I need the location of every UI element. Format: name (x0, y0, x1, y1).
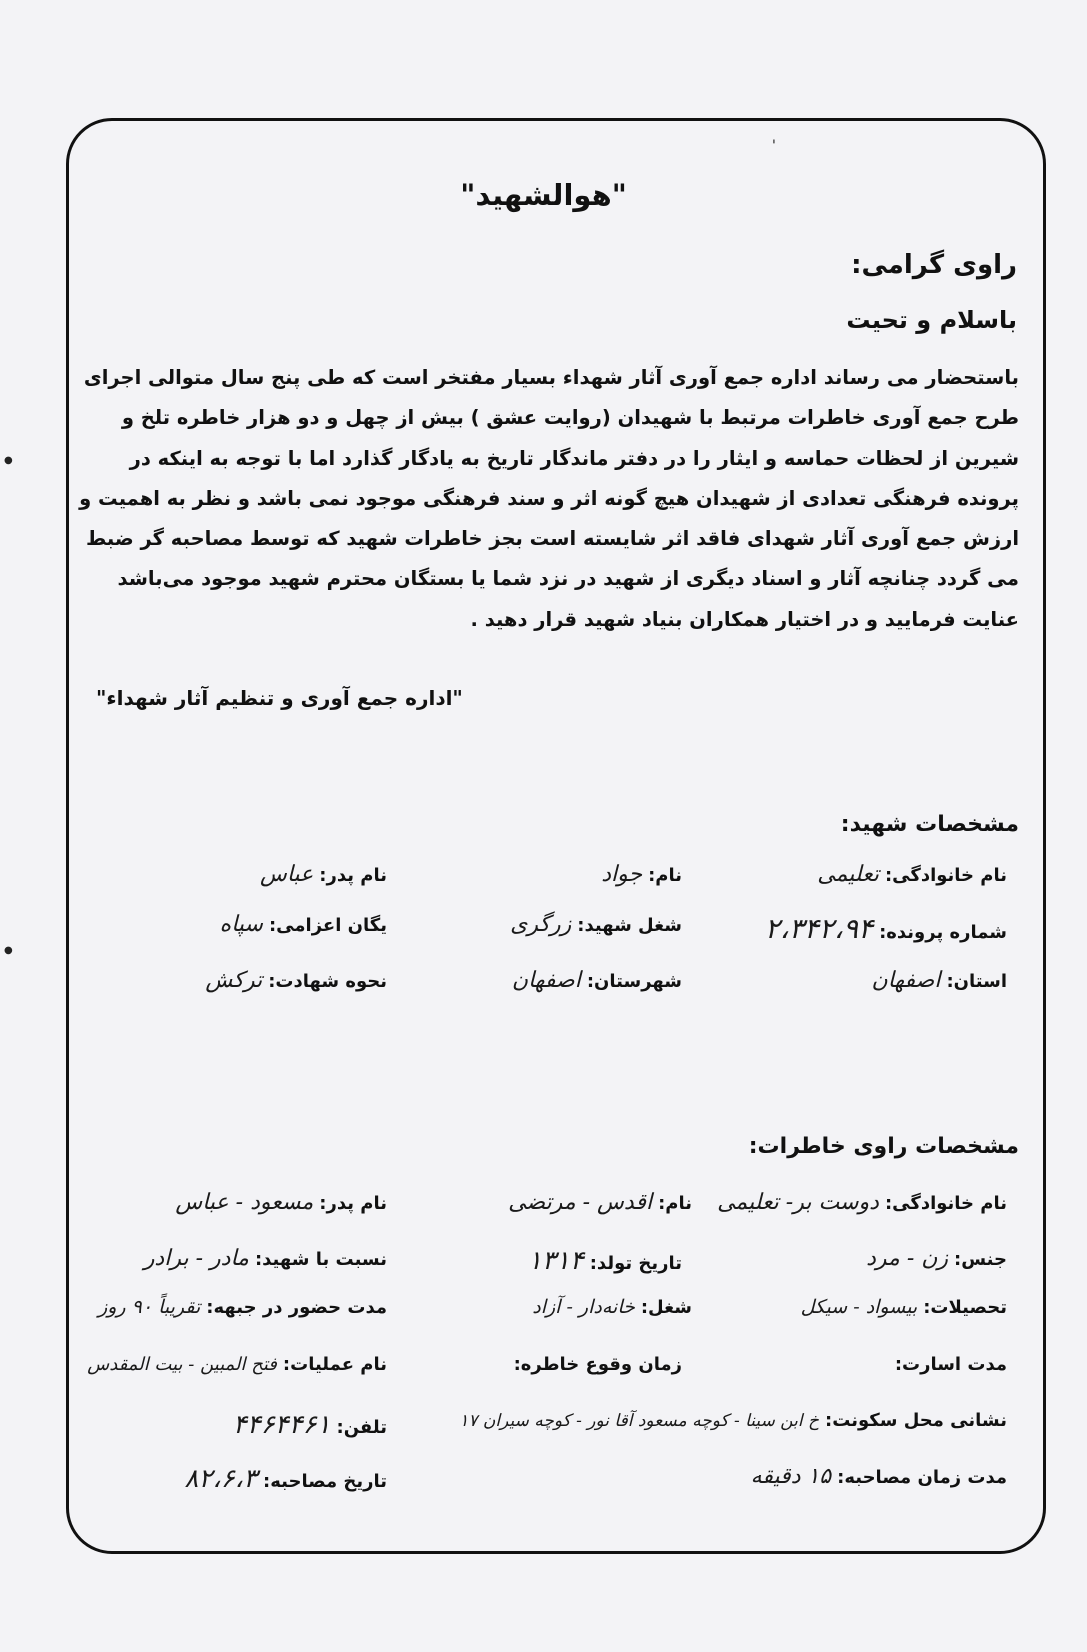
martyr-job-value: زرگری (510, 912, 572, 937)
narrator-date-field: تاریخ مصاحبه: ۸۲،۶،۳ (184, 1464, 387, 1494)
body-line: ارزش جمع آوری آثار شهدای فاقد اثر شایسته است بجز خاطرات شهید که توسط مصاحبه گر ضبط (86, 527, 1019, 551)
narrator-gender-field: جنس: زن - مرد (866, 1246, 1007, 1271)
narrator-first-name-value: اقدس - مرتضی (508, 1190, 653, 1215)
body-line: طرح جمع آوری خاطرات مرتبط با شهیدان (روایت عشق ) بیش از چهل و دو هزار خاطره تلخ و (121, 406, 1019, 430)
martyr-unit-field: یگان اعزامی: سپاه (219, 912, 387, 937)
narrator-memory-time-field: زمان وقوع خاطره: (513, 1354, 682, 1375)
narrator-gender-value: زن - مرد (866, 1246, 949, 1271)
narrator-last-name-field: نام خانوادگی: دوست بر- تعلیمی (717, 1190, 1007, 1215)
narrator-occupation-value: خانه‌دار - آزاد (532, 1296, 635, 1318)
martyr-martyrdom-field: نحوه شهادت: ترکش (205, 968, 387, 993)
martyr-city-field: شهرستان: اصفهان (511, 968, 682, 993)
martyr-file-no-value: ۲،۳۴۲،۹۴ (764, 912, 874, 945)
narrator-operation-field: نام عملیات: فتح المبین - بیت المقدس (87, 1354, 387, 1375)
narrator-occupation-field: شغل: خانه‌دار - آزاد (532, 1296, 692, 1318)
martyr-father-field: نام پدر: عباس (259, 862, 387, 887)
narrator-phone-field: تلفن: ۴۴۶۴۴۶۱ (232, 1410, 387, 1440)
narrator-operation-value: فتح المبین - بیت المقدس (87, 1354, 277, 1375)
body-line: می گردد چنانچه آثار و اسناد دیگری از شهید در نزد شما یا بستگان محترم شهید موجود می‌باشد (117, 567, 1019, 591)
page-title: "هوالشهید" (460, 178, 627, 212)
punch-hole-mark: ● (4, 945, 13, 956)
body-line: عنایت فرمایید و در اختیار همکاران بنیاد شهید قرار دهید . (470, 607, 1019, 631)
martyr-first-name-value: جواد (601, 862, 643, 887)
narrator-father-field: نام پدر: مسعود - عباس (175, 1190, 387, 1215)
martyr-first-name-field: نام: جواد (601, 862, 682, 887)
martyr-province-field: استان: اصفهان (871, 968, 1007, 993)
narrator-relation-value: مادر - برادر (143, 1246, 249, 1271)
narrator-front-value: تقریباً ۹۰ روز (98, 1296, 201, 1318)
narrator-duration-field: مدت زمان مصاحبه: ۱۵ دقیقه (750, 1464, 1007, 1489)
narrator-phone-value: ۴۴۶۴۴۶۱ (232, 1410, 331, 1440)
salutation: راوی گرامی: (851, 250, 1017, 280)
body-line: شیرین از لحظات حماسه و ایثار را در دفتر ماندگار تاریخ به یادگار گذارد اما با توجه به اینکه در (129, 446, 1019, 470)
body-line: باستحضار می رساند اداره جمع آوری آثار شهداء بسیار مفتخر است که طی پنج سال متوالی اجرای (83, 366, 1019, 389)
martyr-city-value: اصفهان (511, 968, 581, 993)
martyr-last-name-value: تعلیمی (817, 862, 879, 887)
narrator-birth-field: تاریخ تولد: ۱۳۱۴ (527, 1246, 682, 1276)
narrator-last-name-value: دوست بر- تعلیمی (717, 1190, 879, 1215)
narrator-date-value: ۸۲،۶،۳ (184, 1464, 258, 1494)
martyr-job-field: شغل شهید: زرگری (510, 912, 682, 937)
martyr-section-title: مشخصات شهید: (840, 812, 1019, 837)
narrator-father-value: مسعود - عباس (175, 1190, 314, 1215)
martyr-martyrdom-value: ترکش (205, 968, 263, 993)
scan-mark: ' (772, 138, 776, 154)
greeting: باسلام و تحیت (846, 306, 1017, 334)
narrator-front-field: مدت حضور در جبهه: تقریباً ۹۰ روز (98, 1296, 387, 1318)
narrator-duration-value: ۱۵ دقیقه (750, 1464, 832, 1489)
narrator-education-field: تحصیلات: بیسواد - سیکل (800, 1296, 1007, 1318)
signature-line: "اداره جمع آوری و تنظیم آثار شهداء" (96, 686, 463, 710)
punch-hole-mark: ● (4, 455, 13, 466)
letter-body (79, 358, 1019, 640)
narrator-address-value: خ ابن سینا - کوچه مسعود آقا نور - کوچه سیران ۱۷ (459, 1411, 819, 1431)
martyr-province-value: اصفهان (871, 968, 941, 993)
narrator-section-title: مشخصات راوی خاطرات: (748, 1134, 1019, 1159)
narrator-education-value: بیسواد - سیکل (800, 1296, 918, 1318)
martyr-file-no-field: شماره پرونده: ۲،۳۴۲،۹۴ (764, 912, 1007, 945)
narrator-address-field: نشانی محل سکونت: خ ابن سینا - کوچه مسعود آقا نور - کوچه سیران ۱۷ (459, 1410, 1007, 1431)
narrator-captivity-field: مدت اسارت: (894, 1354, 1007, 1375)
narrator-first-name-field: نام: اقدس - مرتضی (508, 1190, 692, 1215)
narrator-birth-value: ۱۳۱۴ (527, 1246, 584, 1276)
martyr-last-name-field: نام خانوادگی: تعلیمی (817, 862, 1007, 887)
narrator-relation-field: نسبت با شهید: مادر - برادر (143, 1246, 387, 1271)
body-line: پرونده فرهنگی تعدادی از شهیدان هیچ گونه اثر و سند فرهنگی موجود نمی باشد و نظر به اهمیت و (79, 486, 1019, 510)
martyr-father-value: عباس (259, 862, 314, 887)
martyr-unit-value: سپاه (219, 912, 263, 937)
